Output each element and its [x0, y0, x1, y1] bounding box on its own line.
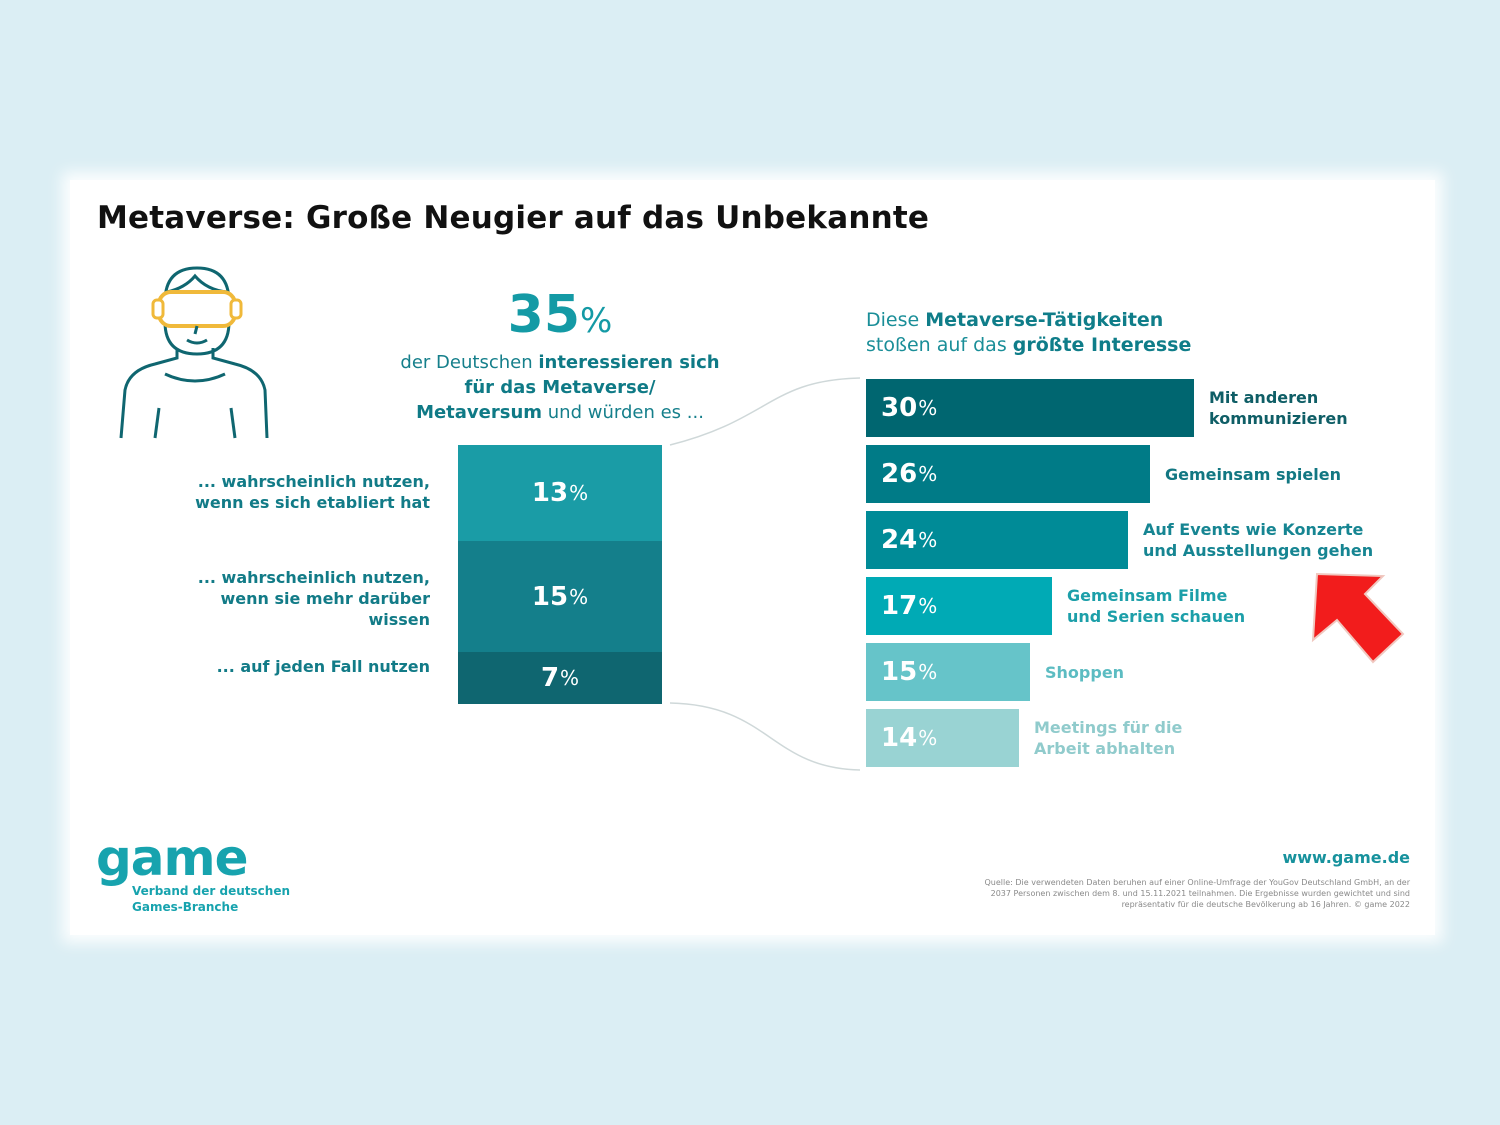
bar-label-line: Mit anderen — [1209, 388, 1319, 407]
stack-label-line: ... auf jeden Fall nutzen — [216, 657, 430, 676]
bar-category-label — [1067, 585, 1245, 627]
right-chart-heading: Diese Metaverse-Tätigkeiten stoßen auf das größte Interesse — [866, 309, 1192, 356]
bar-category-label — [1034, 717, 1182, 759]
intro-text: der Deutschen interessieren sich für das Metaverse/ Metaversum und würden es ... — [400, 352, 720, 423]
stack-unit: % — [569, 481, 589, 505]
activity-bar — [866, 709, 1019, 767]
bar-label-line: und Serien schauen — [1067, 607, 1246, 626]
stack-label-line: ... wahrscheinlich nutzen, — [197, 472, 430, 491]
bar-category-label — [1143, 519, 1373, 561]
infographic-card — [70, 180, 1435, 935]
bar-label-line: kommunizieren — [1209, 409, 1348, 428]
bar-label-line: Gemeinsam Filme — [1067, 586, 1228, 605]
stack-value: 13 — [531, 478, 569, 508]
headline-percent: 35% — [507, 285, 613, 345]
bar-unit: % — [918, 462, 938, 486]
game-logo: game — [96, 829, 248, 887]
stack-label-line: wenn sie mehr darüber — [220, 589, 430, 608]
stack-unit: % — [569, 584, 589, 609]
bar-value: 30 — [881, 393, 918, 423]
activity-bar — [866, 445, 1150, 503]
page-title: Metaverse: Große Neugier auf das Unbekannte — [97, 200, 930, 236]
bar-unit: % — [918, 660, 938, 684]
source-note: Quelle: Die verwendeten Daten beruhen auf einer Online-Umfrage der YouGov Deutschland GmbH, an der 2037 Personen zwischen dem 8. und 15.11.2021 teilnahmen. Die Ergebnisse wurden gewichtet und sind repräsentativ für die deutsche Bevölkerung ab 16 Jahren. © game 2022 — [984, 878, 1410, 909]
bar-unit: % — [918, 594, 938, 618]
stack-value: 7 — [540, 663, 560, 693]
bar-label-line: Auf Events wie Konzerte — [1143, 520, 1364, 539]
stack-category-label — [170, 567, 430, 630]
stack-label-line: ... wahrscheinlich nutzen, — [197, 568, 430, 587]
bar-category-label — [1165, 464, 1341, 485]
stack-unit: % — [560, 666, 580, 690]
stack-category-label — [170, 656, 430, 677]
logo-subtitle: Verband der deutschen Games-Branche — [132, 884, 290, 914]
bar-label-line: Gemeinsam spielen — [1165, 464, 1341, 484]
bar-value: 24 — [881, 525, 918, 555]
activity-bar — [866, 643, 1030, 701]
bar-label-line: Meetings für die — [1034, 718, 1183, 737]
bar-category-label — [1209, 387, 1348, 429]
bar-value: 26 — [881, 459, 918, 489]
activity-bar — [866, 379, 1194, 437]
bar-category-label — [1045, 662, 1124, 683]
bar-value: 14 — [881, 723, 918, 753]
bar-unit: % — [918, 396, 938, 420]
stack-segment — [458, 652, 662, 704]
red-arrow-icon — [1305, 568, 1410, 672]
bar-label-line: und Ausstellungen gehen — [1143, 541, 1374, 560]
activity-bar — [866, 577, 1052, 635]
bar-label-line: Shoppen — [1045, 662, 1125, 682]
bar-unit: % — [918, 726, 938, 750]
stack-segment — [458, 445, 662, 541]
stack-category-label — [170, 471, 430, 513]
stack-label-line: wissen — [368, 610, 430, 629]
stack-value: 15 — [531, 581, 569, 612]
bar-unit: % — [918, 528, 938, 552]
stack-label-line: wenn es sich etabliert hat — [195, 493, 430, 512]
bar-value: 15 — [881, 657, 918, 687]
bar-value: 17 — [881, 591, 918, 621]
bar-label-line: Arbeit abhalten — [1034, 739, 1176, 758]
stack-segment — [458, 541, 662, 652]
activity-bar — [866, 511, 1128, 569]
website-url: www.game.de — [1282, 848, 1410, 867]
